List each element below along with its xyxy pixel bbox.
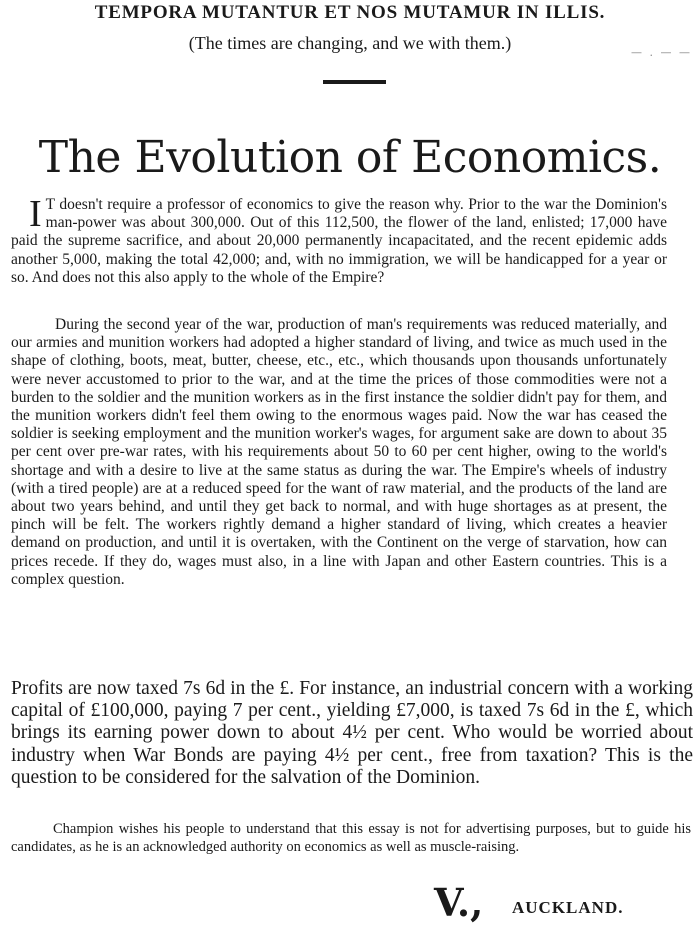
paragraph-champion-note: Champion wishes his people to understand that this essay is not for advertising purposes, but to guide his candidates, as he is an acknowledged authority on economics as well as muscle-raising.	[11, 821, 691, 855]
paragraph-profits-tax: Profits are now taxed 7s 6d in the £. For instance, an industrial concern with a working capital of £100,000, paying 7 per cent., yielding £7,000, is taxed 7s 6d in the £, which brings its earning power down to about 4½ per cent. Who would be worried about industry when War Bonds are paying 4½ per cent., free from taxation? This is the question to be considered for the salvation of the Dominion.	[11, 678, 693, 788]
drop-cap: I	[29, 193, 42, 235]
paragraph-war-production: During the second year of the war, production of man's requirements was reduced materially, and our armies and munition workers had adopted a higher standard of living, and twice as much used in the shape of clothing, boots, meat, butter, cheese, etc., etc., which thousands upon thousands unfortunately were never accustomed to prior to the war, and at the time the prices of those commodities were not a burden to the soldier and the munition workers as in the first instance the soldier didn't pay for them, and the munition workers didn't feel them owing to the enormous wages paid. Now the war has ceased the soldier is seeking employment and the munition worker's wages, for argument sake are down to about 35 per cent over pre-war rates, with his requirements about 50 to 60 per cent higher, owing to the world's shortage and with a desire to live at the same status as during the war. The Empire's wheels of industry (with a tired people) are at a reduced speed for the want of raw material, and the products of the land are about two years behind, and until they get back to normal, and with huge shortages as at present, the pinch will be felt. The workers rightly demand a higher standard of living, which creates a heavier demand on production, and until it is overtaken, with the Continent on the verge of starvation, how can prices recede. If they do, wages must also, in a line with Japan and other Eastern countries. This is a complex question.	[11, 316, 667, 588]
latin-motto: TEMPORA MUTANTUR ET NOS MUTAMUR IN ILLIS.	[94, 2, 606, 23]
title-rule	[323, 80, 386, 84]
paragraph-intro	[11, 193, 667, 287]
motto-translation: (The times are changing, and we with them.)	[188, 33, 512, 53]
corner-mark: — . — —	[631, 46, 692, 59]
paragraph-intro-text: T doesn't require a professor of economics to give the reason why. Prior to the war the Dominion's man-power was about 300,000. Out of this 112,500, the flower of the land, enlisted; 17,000 have paid the supreme sacrifice, and about 20,000 permanently incapacitated, and the recent epidemic adds another 5,000, making the total 42,000; and, with no immigration, we will be handicapped for a year or so. And does not this also apply to the whole of the Empire?	[11, 196, 667, 286]
signature-initial: V.,	[434, 880, 484, 925]
article-title: The Evolution of Economics.	[38, 132, 662, 184]
signature-place: AUCKLAND.	[512, 898, 624, 917]
